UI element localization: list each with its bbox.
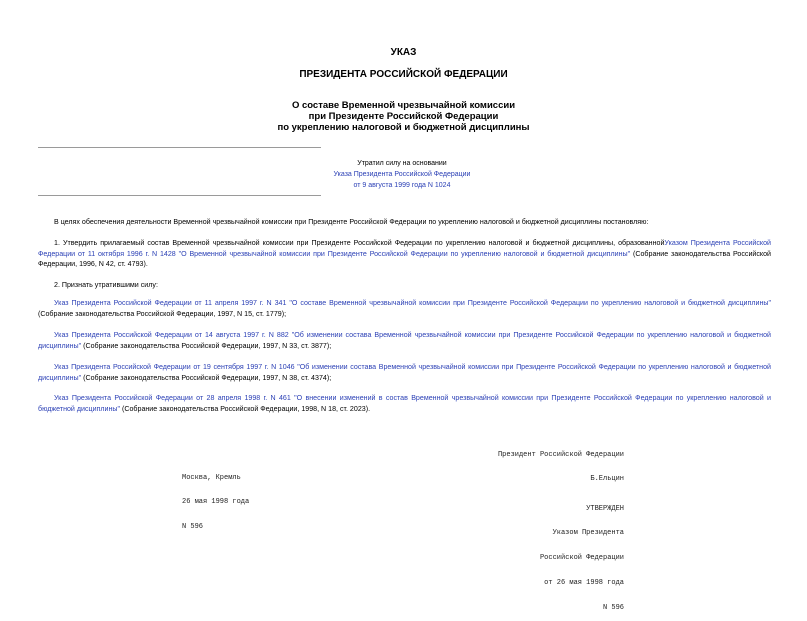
document-type-title: УКАЗ (390, 47, 417, 58)
paragraph-1 (38, 238, 771, 270)
repealed-item-tail: (Собрание законодательства Российской Федерации, 1998, N 18, ст. 2023). (120, 404, 371, 413)
repeal-decree-link-line-2: от 9 августа 1999 года N 1024 (353, 182, 451, 189)
repealed-item (38, 362, 771, 383)
signature-block (498, 434, 624, 492)
document-subject (0, 100, 807, 133)
issue-number: N 596 (182, 523, 204, 532)
signature-position: Президент Российской Федерации (497, 450, 624, 459)
decree-1428-link[interactable]: Указом Президента Российской Федерации от 11 октября 1996 г. N 1428 "О Временной чрезвычайной комиссии при Президенте Российской Федерации по укреплению налоговой и бюджетной дисциплины" (38, 239, 771, 258)
decree-882-link[interactable]: Указ Президента Российской Федерации от 14 августа 1997 г. N 882 "Об изменении состава Временной чрезвычайной комиссии при Президенте Российской Федерации по укреплению налоговой и бюджетной дисциплины" (38, 331, 771, 350)
place-date-block (182, 457, 249, 540)
repealed-item (38, 330, 771, 351)
repealed-item (38, 298, 771, 319)
repealed-item-tail: (Собрание законодательства Российской Федерации, 1997, N 15, ст. 1779); (38, 309, 287, 318)
approval-block (540, 488, 624, 621)
approval-of: Российской Федерации (539, 554, 624, 563)
decree-341-link[interactable]: Указ Президента Российской Федерации от 11 апреля 1997 г. N 341 "О составе Временной чрезвычайной комиссии при Президенте Российской Федерации по укреплению налоговой и бюджетной дисциплины" (54, 299, 771, 307)
divider-top (38, 147, 321, 148)
subject-line-3: по укреплению налоговой и бюджетной дисциплины (277, 122, 530, 133)
approval-date: от 26 мая 1998 года (544, 579, 624, 588)
divider-bottom (38, 195, 321, 196)
status-note (321, 158, 483, 191)
issue-date: 26 мая 1998 года (182, 498, 250, 507)
approval-label: УТВЕРЖДЕН (586, 504, 624, 513)
repeal-decree-link-line-1: Указа Президента Российской Федерации (333, 171, 471, 178)
repealed-item-tail: (Собрание законодательства Российской Федерации, 1997, N 38, ст. 4374); (81, 373, 332, 382)
repealed-item-tail: (Собрание законодательства Российской Федерации, 1997, N 33, ст. 3877); (81, 341, 332, 350)
place: Москва, Кремль (182, 473, 241, 482)
preamble-paragraph: В целях обеспечения деятельности Временной чрезвычайной комиссии при Президенте Российской Федерации по укреплению налоговой и бюджетной дисциплины постановляю: (54, 218, 649, 226)
status-note-text: Утратил силу на основании (357, 160, 447, 167)
decree-1046-link[interactable]: Указ Президента Российской Федерации от 19 сентября 1997 г. N 1046 "Об изменении состава Временной чрезвычайной комиссии при Президенте Российской Федерации по укреплению налоговой и бюджетной дисциплины" (38, 363, 771, 382)
subject-line-1: О составе Временной чрезвычайной комиссии (291, 100, 516, 111)
approval-number: N 596 (602, 604, 624, 613)
subject-line-2: при Президенте Российской Федерации (308, 111, 499, 122)
paragraph-2: 2. Признать утратившими силу: (54, 281, 158, 289)
approval-by: Указом Президента (552, 529, 624, 538)
paragraph-1-tail: (Собрание законодательства Российской Федерации, 1996, N 42, ст. 4793). (38, 249, 772, 268)
repealed-item (38, 393, 771, 414)
paragraph-1-text: 1. Утвердить прилагаемый состав Временной чрезвычайной комиссии при Президенте Российской Федерации по укреплению налоговой и бюджетной дисциплины, образованной (54, 239, 665, 247)
issuer-title: ПРЕЗИДЕНТА РОССИЙСКОЙ ФЕДЕРАЦИИ (299, 69, 508, 80)
signature-name: Б.Ельцин (590, 475, 624, 484)
decree-461-link[interactable]: Указ Президента Российской Федерации от 28 апреля 1998 г. N 461 "О внесении изменений в состав Временной чрезвычайной комиссии при Президенте Российской Федерации по укреплению налоговой и бюджетной дисциплины" (38, 394, 771, 413)
repeal-decree-link[interactable] (321, 169, 483, 191)
